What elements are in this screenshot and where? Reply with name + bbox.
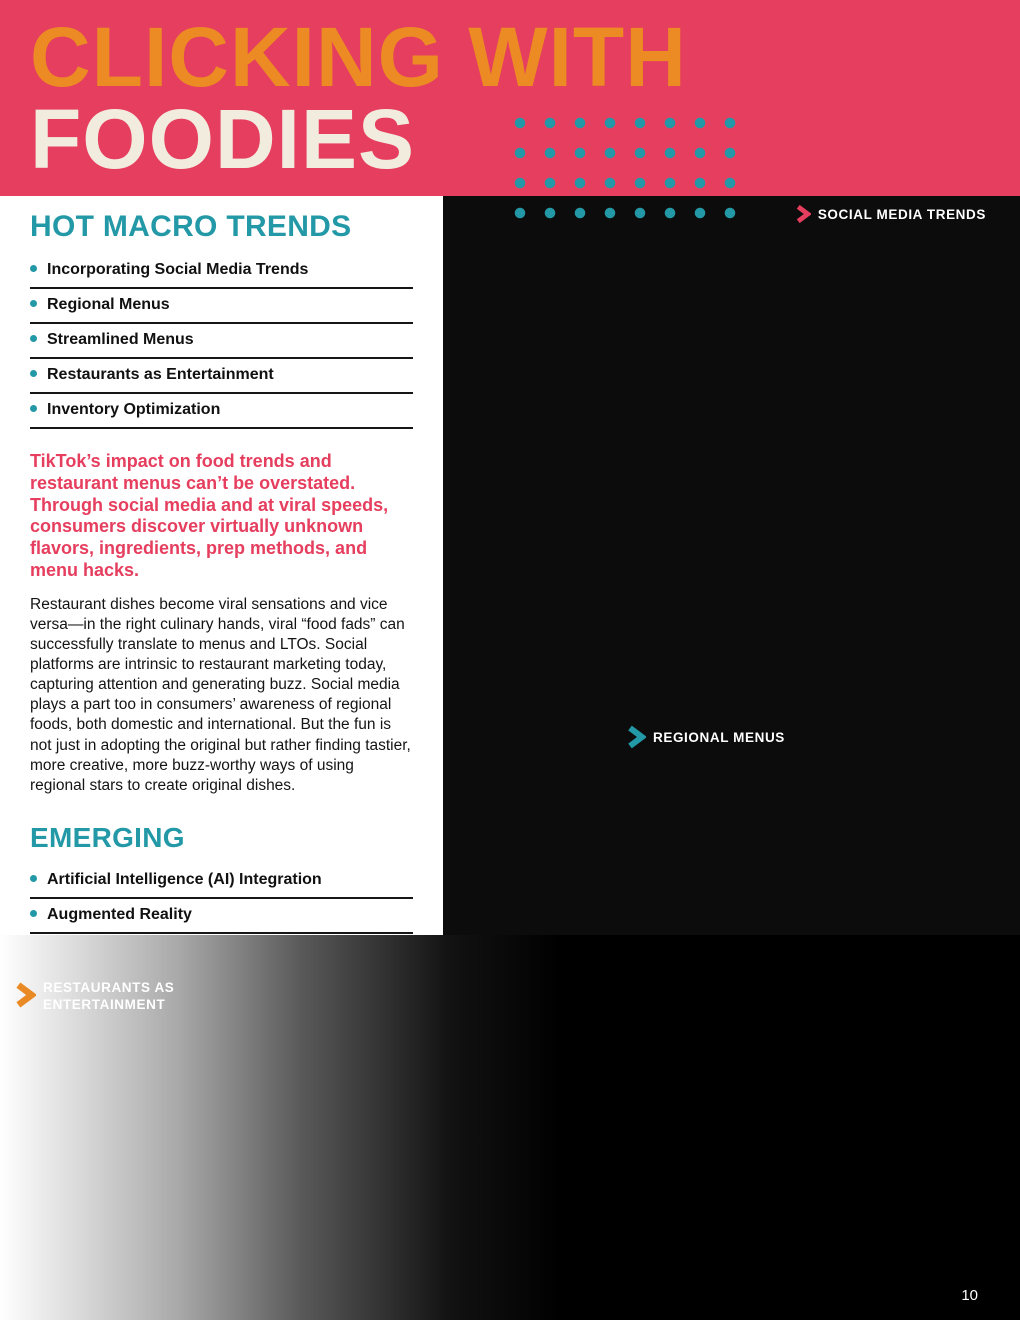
photo-label-line1: RESTAURANTS AS [43, 980, 175, 995]
photo-collage [443, 196, 1020, 935]
bullet-icon [30, 910, 37, 917]
bottom-photo [0, 935, 1020, 1320]
list-item-label: Regional Menus [47, 296, 170, 313]
left-column [0, 196, 443, 935]
hot-macro-trends-list [30, 254, 413, 429]
chevron-right-icon [626, 724, 646, 750]
list-item [30, 394, 413, 429]
bullet-icon [30, 300, 37, 307]
dot-grid-decoration [505, 108, 745, 228]
list-item [30, 324, 413, 359]
photo-label-text: REGIONAL MENUS [653, 729, 785, 745]
list-item [30, 864, 413, 899]
photo-label-text [43, 979, 174, 1013]
lede-paragraph: TikTok’s impact on food trends and restaurant menus can’t be overstated. Through social media and at viral speeds, consumers discover virtually unknown flavors, ingredients, prep methods, and menu hacks. [30, 451, 389, 580]
page-title-line2: FOODIES [30, 92, 416, 186]
page-title-line1: CLICKING WITH [30, 10, 687, 104]
photo-label-regional-menus [626, 724, 785, 750]
section-heading-hot-macro-trends: HOT MACRO TRENDS [30, 210, 352, 243]
list-item [30, 254, 413, 289]
list-item [30, 359, 413, 394]
page-number: 10 [961, 1287, 978, 1304]
photo-label-line2: ENTERTAINMENT [43, 997, 166, 1012]
body-paragraph: Restaurant dishes become viral sensations and vice versa—in the right culinary hands, viral “food fads” can successfully translate to menus and LTOs. Social platforms are intrinsic to restaurant marketing today, capturing attention and generating buzz. Social media plays a part too in consumers’ awareness of regional foods, both domestic and international. But the fun is not just in adopting the original but rather finding tastier, more creative, more buzz-worthy ways of using regional stars to create original dishes. [30, 595, 411, 794]
chevron-right-icon [14, 980, 36, 1010]
photo-label-text: SOCIAL MEDIA TRENDS [817, 206, 986, 222]
photo-label-restaurants-as-entertainment [14, 979, 174, 1013]
bullet-icon [30, 335, 37, 342]
list-item-label: Restaurants as Entertainment [47, 366, 274, 383]
list-item-label: Incorporating Social Media Trends [47, 261, 309, 278]
bullet-icon [30, 875, 37, 882]
bullet-icon [30, 265, 37, 272]
list-item [30, 289, 413, 324]
list-item [30, 899, 413, 934]
bullet-icon [30, 370, 37, 377]
bullet-icon [30, 405, 37, 412]
photo-label-social-media-trends [795, 204, 986, 224]
list-item-label: Artificial Intelligence (AI) Integration [47, 871, 322, 888]
list-item-label: Augmented Reality [47, 906, 192, 923]
list-item-label: Inventory Optimization [47, 401, 221, 418]
list-item-label: Streamlined Menus [47, 331, 194, 348]
chevron-right-icon [795, 204, 811, 224]
section-heading-emerging: EMERGING [30, 822, 185, 853]
